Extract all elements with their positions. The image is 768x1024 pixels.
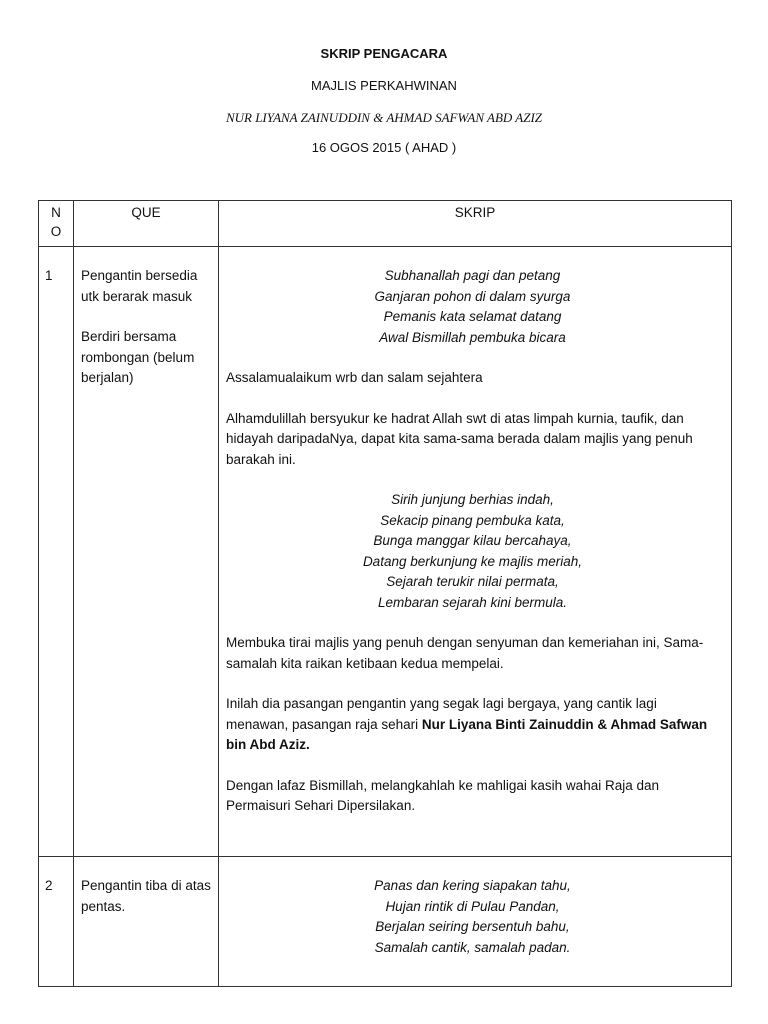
verse-pantun-1	[226, 266, 719, 348]
verse-line: Lembaran sejarah kini bermula.	[377, 594, 568, 610]
document-title: SKRIP PENGACARA	[320, 46, 448, 61]
greeting-paragraph: Assalamualaikum wrb dan salam sejahtera	[226, 370, 483, 385]
table-header-row	[39, 201, 732, 247]
table-row	[39, 857, 732, 987]
document-subtitle: MAJLIS PERKAHWINAN	[311, 78, 457, 93]
invitation-paragraph: Dengan lafaz Bismillah, melangkahlah ke mahligai kasih wahai Raja dan Permaisuri Sehari Dipersilakan.	[226, 777, 659, 813]
header-no-line1: N	[51, 205, 61, 220]
header-que: QUE	[74, 201, 219, 247]
event-date: 16 OGOS 2015 ( AHAD )	[311, 140, 457, 155]
que-line: Pengantin tiba di atas pentas.	[81, 878, 211, 914]
verse-line: Awal Bismillah pembuka bicara	[379, 329, 566, 345]
header-no-line2: O	[50, 224, 62, 239]
script-table	[38, 200, 732, 987]
introduction-names: Nur Liyana Binti Zainuddin & Ahmad Safwan bin Abd Aziz.	[226, 716, 708, 752]
row-que	[74, 857, 219, 987]
verse-line: Hujan rintik di Pulau Pandan,	[385, 898, 560, 914]
header-no	[39, 201, 74, 247]
row-skrip	[219, 857, 732, 987]
verse-pantun-3	[226, 876, 719, 958]
couple-names: NUR LIYANA ZAINUDDIN & AHMAD SAFWAN ABD AZIZ	[225, 110, 543, 125]
que-line: Berdiri bersama rombongan (belum berjalan)	[81, 329, 195, 385]
verse-line: Berjalan seiring bersentuh bahu,	[375, 919, 570, 934]
row-que	[74, 247, 219, 857]
verse-line: Datang berkunjung ke majlis meriah,	[362, 553, 583, 569]
verse-line: Subhanallah pagi dan petang	[384, 268, 561, 283]
verse-line: Ganjaran pohon di dalam syurga	[374, 288, 571, 304]
verse-line: Panas dan kering siapakan tahu,	[374, 878, 571, 893]
verse-line: Bunga manggar kilau bercahaya,	[373, 533, 572, 548]
verse-line: Samalah cantik, samalah padan.	[374, 939, 571, 955]
verse-line: Sekacip pinang pembuka kata,	[380, 512, 565, 528]
thanks-paragraph: Alhamdulillah bersyukur ke hadrat Allah swt di atas limpah kurnia, taufik, dan hidayah daripadaNya, dapat kita sama-sama berada dalam majlis yang penuh barakah ini.	[226, 410, 693, 467]
verse-line: Sejarah terukir nilai permata,	[386, 574, 559, 589]
header-skrip: SKRIP	[219, 201, 732, 247]
row-number: 2	[39, 857, 74, 987]
introduction-text: Inilah dia pasangan pengantin yang segak lagi bergaya, yang cantik lagi menawan, pasangan raja sehari	[226, 696, 657, 732]
que-line: Pengantin bersedia utk berarak masuk	[81, 268, 198, 304]
verse-line: Sirih junjung berhias indah,	[391, 492, 554, 507]
row-skrip	[219, 247, 732, 857]
opening-paragraph: Membuka tirai majlis yang penuh dengan senyuman dan kemeriahan ini, Sama-samalah kita raikan ketibaan kedua mempelai.	[226, 635, 704, 671]
introduction-paragraph	[226, 694, 719, 756]
table-row	[39, 247, 732, 857]
verse-pantun-2	[226, 490, 719, 613]
row-number: 1	[39, 247, 74, 857]
verse-line: Pemanis kata selamat datang	[383, 309, 562, 324]
